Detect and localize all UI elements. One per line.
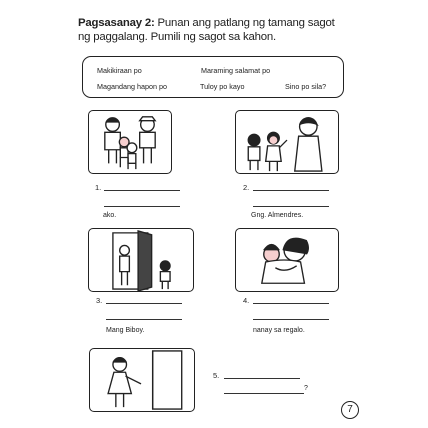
picture-5-visitor — [89, 348, 195, 412]
hug-illustration — [236, 229, 338, 291]
picture-4-hug — [235, 228, 339, 292]
answer-line-2a[interactable] — [253, 190, 329, 191]
answer-line-1a[interactable] — [104, 190, 180, 191]
choice-maraming-salamat: Maraming salamat po — [201, 66, 271, 75]
choice-magandang-hapon: Magandang hapon po — [97, 82, 167, 91]
door-illustration — [89, 229, 193, 291]
item-number-5: 5. — [213, 371, 220, 380]
answer-line-3a[interactable] — [106, 303, 182, 304]
instruction-line-2: ng paggalang. Pumili ng sagot sa kahon. — [78, 31, 277, 43]
exercise-label: Pagsasanay 2: — [78, 17, 155, 29]
answer-line-1b[interactable] — [104, 206, 180, 207]
question-mark: ? — [304, 385, 308, 392]
caption-4: nanay sa regalo. — [253, 327, 305, 334]
answer-line-2b[interactable] — [253, 206, 329, 207]
item-number-4: 4. — [243, 296, 250, 305]
item-number-2: 2. — [243, 183, 250, 192]
item-number-3: 3. — [96, 296, 103, 305]
people-illustration-2 — [236, 111, 338, 173]
choice-tuloy-po: Tuloy po kayo — [200, 82, 245, 91]
choice-makikiraan: Makikiraan po — [97, 66, 142, 75]
item-number-1: 1. — [95, 183, 102, 192]
exercise-instructions — [78, 16, 378, 44]
answer-line-4a[interactable] — [253, 303, 329, 304]
picture-1-passing-by — [88, 110, 172, 174]
choice-sino-po: Sino po sila? — [285, 82, 327, 91]
word-bank — [82, 56, 344, 98]
caption-2: Gng. Almendres. — [251, 212, 304, 219]
caption-3: Mang Biboy. — [106, 327, 145, 334]
answer-line-4b[interactable] — [253, 319, 329, 320]
page-number: 7 — [341, 401, 359, 419]
answer-line-3b[interactable] — [106, 319, 182, 320]
picture-3-open-door — [88, 228, 194, 292]
answer-line-5b[interactable] — [224, 393, 304, 394]
instruction-line-1: Punan ang patlang ng tamang sagot — [154, 17, 335, 29]
visitor-illustration — [90, 349, 194, 411]
picture-2-greeting-teacher — [235, 110, 339, 174]
people-illustration-1 — [89, 111, 171, 173]
caption-1: ako. — [103, 212, 117, 219]
answer-line-5a[interactable] — [224, 378, 300, 379]
